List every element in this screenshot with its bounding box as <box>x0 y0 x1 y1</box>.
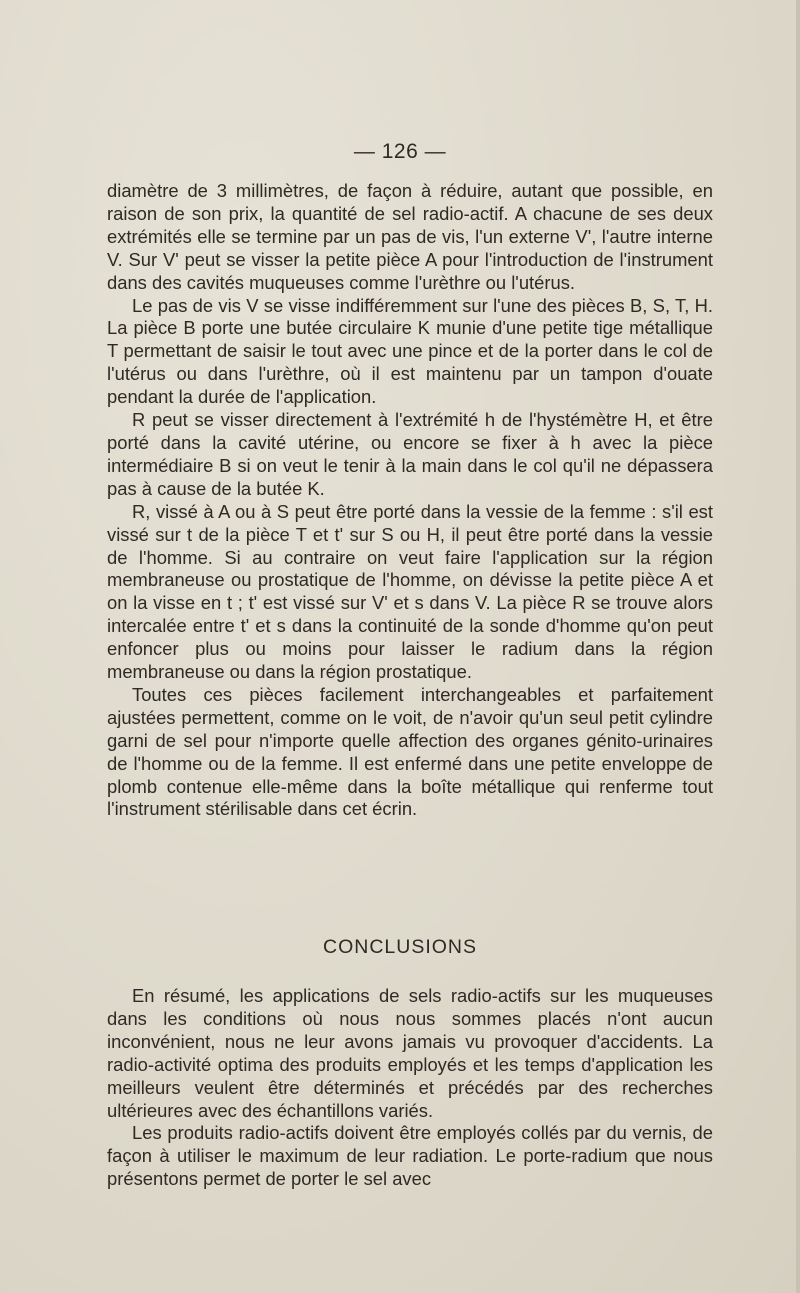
section-heading: CONCLUSIONS <box>322 936 478 958</box>
paragraph: Toutes ces pièces facilement interchangeables et parfaitement ajustées permettent, comme on le voit, de n'avoir qu'un seul petit cylindre garni de sel pour n'importe quelle affection des organes génito-urinaires de l'homme ou de la femme. Il est enfermé dans une petite enveloppe de plomb contenue elle-même dans la boîte métallique qui renferme tout l'instrument stérilisable dans cet écrin. <box>107 683 713 820</box>
paragraph: R, vissé à A ou à S peut être porté dans la vessie de la femme : s'il est vissé sur t de la pièce T et t' sur S ou H, il peut être porté dans la vessie de l'homme. Si au contraire on veut faire l'application sur la région membraneuse ou prostatique de l'homme, on dévisse la petite pièce A et on la visse en t ; t' est vissé sur V' et s dans V. La pièce R se trouve alors intercalée entre t' et s dans la continuité de la sonde d'homme qu'on peut enfoncer plus ou moins pour laisser le radium dans la région membraneuse ou dans la région prostatique. <box>107 500 713 683</box>
paragraph: En résumé, les applications de sels radio-actifs sur les muqueuses dans les conditions où nous nous sommes placés n'ont aucun inconvénient, nous ne leur avons jamais vu provoquer d'accidents. La radio-activité optima des produits employés et les temps d'application les meilleurs veulent être déterminés et précédés par des recherches ultérieures avec des échantillons variés. <box>107 985 713 1121</box>
page-number: — 126 — <box>353 140 447 163</box>
paragraph: Les produits radio-actifs doivent être employés collés par du vernis, de façon à utiliser le maximum de leur radiation. Le porte-radium que nous présentons permet de porter le sel avec <box>107 1122 713 1190</box>
body-text <box>107 180 713 821</box>
page-edge <box>796 0 800 1293</box>
paragraph: diamètre de 3 millimètres, de façon à réduire, autant que possible, en raison de son prix, la quantité de sel radio-actif. A chacune de ses deux extrémités elle se termine par un pas de vis, l'un externe V', l'autre interne V. Sur V' peut se visser la petite pièce A pour l'introduction de l'instrument dans des cavités muqueuses comme l'urèthre ou l'utérus. <box>107 180 713 293</box>
paragraph: R peut se visser directement à l'extrémité h de l'hystémètre H, et être porté dans la cavité utérine, ou encore se fixer à h avec la pièce intermédiaire B si on veut le tenir à la main dans le col qu'il ne dépassera pas à cause de la butée K. <box>107 409 713 499</box>
conclusions-text <box>107 985 713 1191</box>
paragraph: Le pas de vis V se visse indifféremment sur l'une des pièces B, S, T, H. La pièce B porte une butée circulaire K munie d'une petite tige métallique T permettant de saisir le tout avec une pince et de la porter dans le col de l'utérus ou dans l'urèthre, où il est maintenu par un tampon d'ouate pendant la durée de l'application. <box>107 294 713 408</box>
